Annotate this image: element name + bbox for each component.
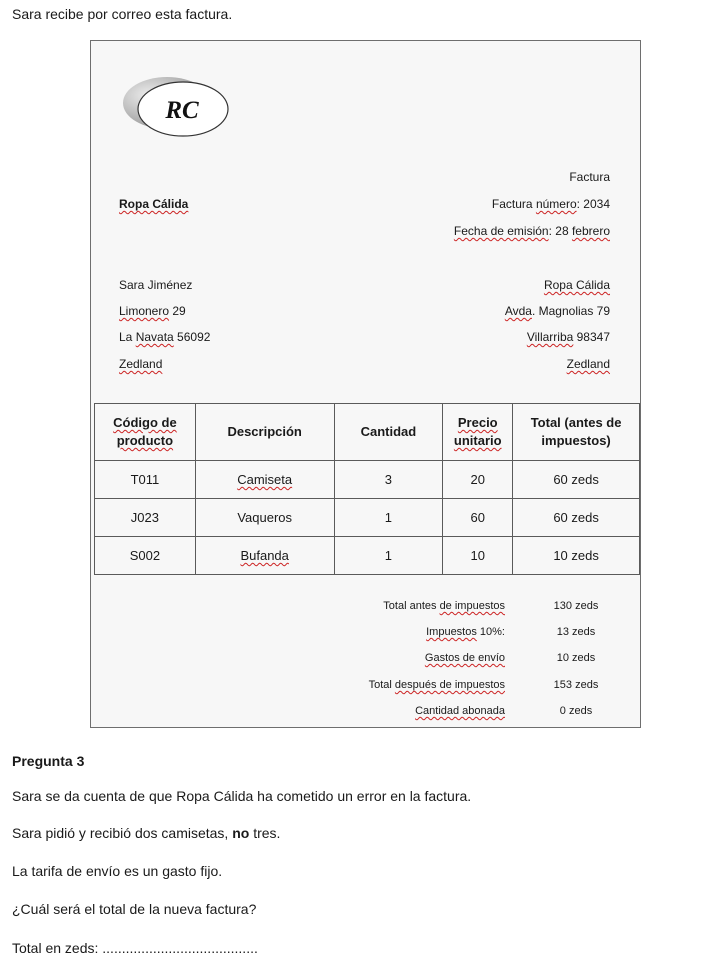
col-header-code: Código de producto	[95, 404, 196, 461]
cell-code: J023	[95, 499, 196, 537]
logo-text: RC	[165, 97, 199, 124]
seller-city: Villarriba 98347	[526, 330, 610, 344]
tax-value: 13 zeds	[556, 626, 596, 638]
seller-street: Avda. Magnolias 79	[504, 304, 610, 318]
question-title: Pregunta 3	[12, 753, 85, 769]
question-line-2: Sara pidió y recibió dos camisetas, no tres.	[12, 825, 281, 841]
customer-city: La Navata 56092	[119, 330, 211, 344]
customer-street: Limonero 29	[119, 304, 186, 318]
col-header-unit-price: Precio unitario	[443, 404, 513, 461]
col-header-total: Total (antes de impuestos)	[513, 404, 640, 461]
answer-label: Total en zeds:	[12, 940, 99, 956]
tax-label: Impuestos 10%:	[426, 626, 505, 638]
cell-total: 10 zeds	[513, 537, 640, 575]
cell-quantity: 1	[334, 537, 443, 575]
table-row	[95, 461, 640, 499]
invoice-title: Factura	[569, 170, 610, 184]
invoice-number: 2034	[583, 197, 610, 211]
col-header-quantity: Cantidad	[334, 404, 443, 461]
table-row	[95, 499, 640, 537]
invoice-document	[90, 40, 641, 728]
cell-description: Camiseta	[195, 461, 334, 499]
seller-country: Zedland	[566, 357, 610, 371]
total-before-tax-value: 130 zeds	[553, 600, 599, 612]
company-logo	[121, 75, 231, 139]
cell-code: S002	[95, 537, 196, 575]
shipping-value: 10 zeds	[556, 652, 596, 664]
cell-unit-price: 60	[443, 499, 513, 537]
company-name-text: Ropa Cálida	[119, 197, 189, 211]
question-line-4: ¿Cuál será el total de la nueva factura?	[12, 901, 257, 917]
cell-unit-price: 20	[443, 461, 513, 499]
customer-country: Zedland	[119, 357, 163, 371]
invoice-number-line: Factura número: 2034	[491, 197, 610, 211]
table-row	[95, 537, 640, 575]
intro-text: Sara recibe por correo esta factura.	[12, 6, 233, 22]
cell-quantity: 3	[334, 461, 443, 499]
company-name	[119, 197, 188, 211]
total-before-tax-label: Total antes de impuestos	[383, 600, 505, 612]
amount-paid-value: 0 zeds	[559, 705, 593, 717]
cell-description: Vaqueros	[195, 499, 334, 537]
question-line-3: La tarifa de envío es un gasto fijo.	[12, 863, 223, 879]
cell-unit-price: 10	[443, 537, 513, 575]
invoice-number-label: número	[535, 197, 577, 211]
amount-paid-label: Cantidad abonada	[415, 705, 505, 717]
table-header-row	[95, 404, 640, 461]
total-after-tax-value: 153 zeds	[553, 679, 599, 691]
total-after-tax-label: Total después de impuestos	[368, 679, 505, 691]
answer-blank[interactable]: ........................................	[102, 940, 258, 956]
invoice-date-label: Fecha de emisión	[453, 224, 549, 238]
cell-quantity: 1	[334, 499, 443, 537]
items-table	[94, 403, 640, 575]
cell-description: Bufanda	[195, 537, 334, 575]
cell-code: T011	[95, 461, 196, 499]
invoice-date-line: Fecha de emisión: 28 febrero	[453, 224, 610, 238]
customer-name: Sara Jiménez	[119, 278, 193, 292]
cell-total: 60 zeds	[513, 499, 640, 537]
col-header-description: Descripción	[195, 404, 334, 461]
cell-total: 60 zeds	[513, 461, 640, 499]
invoice-date-month: febrero	[571, 224, 610, 238]
shipping-label: Gastos de envío	[424, 652, 505, 664]
answer-line	[12, 940, 258, 956]
emphasis-no: no	[232, 825, 250, 841]
question-line-1: Sara se da cuenta de que Ropa Cálida ha cometido un error en la factura.	[12, 788, 472, 804]
seller-name: Ropa Cálida	[543, 278, 610, 292]
